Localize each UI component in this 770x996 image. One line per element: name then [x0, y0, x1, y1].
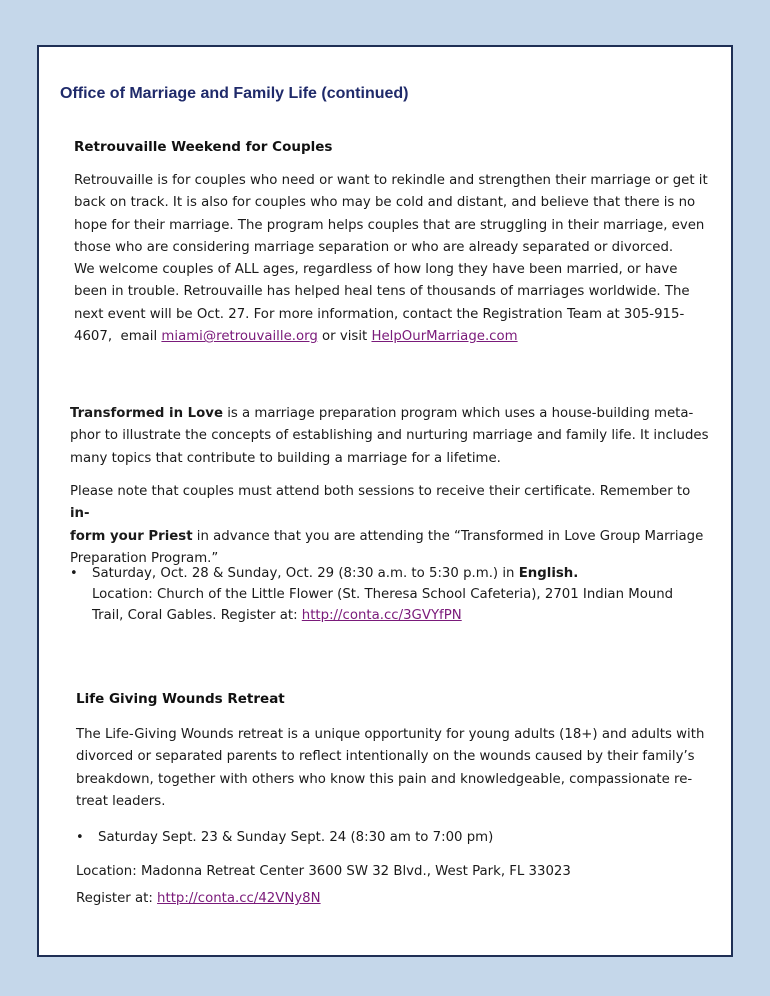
- register-link-lifegiving[interactable]: http://conta.cc/42VNy8N: [157, 891, 321, 906]
- text-line: next event will be Oct. 27. For more information, contact the Registration Team at 305-915-: [74, 306, 685, 322]
- retrouvaille-paragraph: [74, 170, 714, 348]
- page-heading: Office of Marriage and Family Life (continued): [60, 85, 409, 102]
- lifegiving-paragraph: [76, 724, 716, 813]
- text-line: Preparation Program.”: [70, 550, 219, 566]
- text-line: We welcome couples of ALL ages, regardless of how long they have been married, or have: [74, 262, 678, 278]
- event-details: Saturday Sept. 23 & Sunday Sept. 24 (8:30 am to 7:00 pm): [98, 830, 494, 845]
- lifegiving-title: Life Giving Wounds Retreat: [76, 691, 285, 707]
- transformed-event-item: [70, 563, 710, 629]
- text-line: Retrouvaille is for couples who need or want to rekindle and strengthen their marriage or get it: [74, 173, 708, 188]
- text-line: back on track. It is also for couples who may be cold and distant, and believe that there is no: [74, 195, 696, 211]
- email-link[interactable]: miami@retrouvaille.org: [161, 329, 318, 345]
- text-span: is a marriage preparation program which uses a house-building meta-: [222, 406, 694, 421]
- text-span: Trail, Coral Gables. Register at:: [92, 608, 302, 623]
- event-details: [92, 563, 673, 626]
- bold-text: English.: [518, 566, 579, 581]
- bold-text: form your Priest: [70, 528, 193, 544]
- lifegiving-event-item: [76, 827, 696, 849]
- text-line: [70, 526, 714, 548]
- text-span: Please note that couples must attend both sessions to receive their certificate. Remember to: [70, 484, 691, 499]
- text-line: been in trouble. Retrouvaille has helped heal tens of thousands of marriages worldwide. The: [74, 284, 690, 300]
- lifegiving-register: [76, 888, 716, 910]
- text-line: [70, 481, 714, 526]
- text-line: [74, 326, 714, 348]
- text-line: phor to illustrate the concepts of establishing and nurturing marriage and family life. It includes: [70, 428, 709, 444]
- transformed-title: Transformed in Love: [70, 406, 223, 421]
- text-line: those who are considering marriage separation or who are already separated or divorced.: [74, 239, 674, 255]
- transformed-paragraph: [70, 403, 714, 470]
- bullet-icon: •: [76, 830, 84, 845]
- text-line: [92, 563, 673, 584]
- text-span: Saturday, Oct. 28 & Sunday, Oct. 29 (8:30 a.m. to 5:30 p.m.) in: [92, 566, 519, 581]
- register-link-transformed[interactable]: http://conta.cc/3GVYfPN: [301, 608, 462, 623]
- text-line: divorced or separated parents to reflect intentionally on the wounds caused by their family’s: [76, 749, 695, 765]
- website-link[interactable]: HelpOurMarriage.com: [371, 329, 518, 345]
- retrouvaille-title: Retrouvaille Weekend for Couples: [74, 139, 333, 155]
- text-span: in advance that you are attending the “Transformed in Love Group Marriage: [192, 528, 704, 544]
- bold-text: in-: [70, 506, 90, 522]
- text-span: Register at:: [76, 891, 158, 906]
- document-page: [37, 45, 733, 957]
- transformed-note: [70, 481, 714, 570]
- text-span: or visit: [317, 329, 372, 345]
- text-line: treat leaders.: [76, 793, 166, 809]
- bullet-icon: •: [70, 566, 78, 581]
- text-line: [70, 403, 714, 425]
- text-span: 4607, email: [74, 329, 162, 345]
- text-line: breakdown, together with others who know this pain and knowledgeable, compassionate re-: [76, 771, 693, 787]
- text-line: [92, 605, 673, 626]
- lifegiving-location: Location: Madonna Retreat Center 3600 SW 32 Blvd., West Park, FL 33023: [76, 864, 571, 879]
- text-line: Location: Church of the Little Flower (St. Theresa School Cafeteria), 2701 Indian Mound: [92, 587, 674, 602]
- text-line: many topics that contribute to building a marriage for a lifetime.: [70, 450, 501, 466]
- text-line: The Life-Giving Wounds retreat is a unique opportunity for young adults (18+) and adults with: [76, 727, 705, 742]
- text-line: hope for their marriage. The program helps couples that are struggling in their marriage, even: [74, 217, 705, 233]
